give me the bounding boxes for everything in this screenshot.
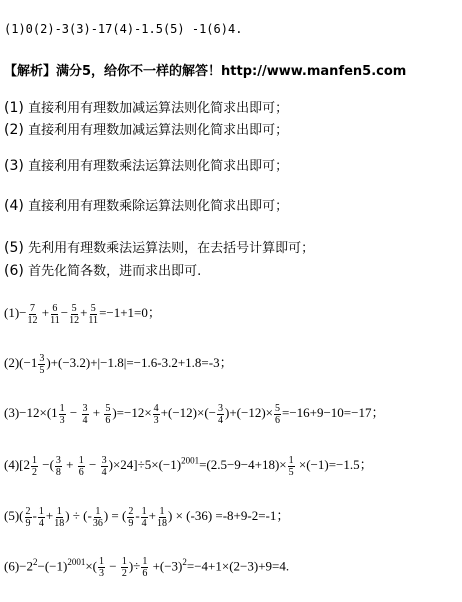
- math-text: 2001: [181, 455, 200, 466]
- fraction: [54, 506, 64, 529]
- math-text: +(−12)×(−: [160, 405, 216, 420]
- math-text: 4: [101, 466, 107, 478]
- math-text: ) = (: [103, 508, 127, 523]
- fraction: [38, 353, 45, 376]
- math-text: −: [60, 305, 69, 320]
- math-text: 先利用有理数乘法运算法则，在去括号计算即可；: [28, 241, 315, 256]
- math-text: 18: [157, 517, 167, 529]
- fraction: [274, 403, 281, 426]
- math-text: 4: [38, 517, 44, 529]
- math-text: ×(: [85, 558, 97, 574]
- math-text: (3): [4, 158, 24, 174]
- math-text: 1: [95, 505, 101, 517]
- fraction: [59, 403, 66, 426]
- math-text: 2: [32, 466, 37, 478]
- equation-4: [4, 454, 373, 478]
- math-text: 4: [82, 414, 88, 426]
- math-text: −(: [39, 457, 54, 472]
- fraction: [104, 403, 111, 426]
- math-text: ) ÷ (-: [65, 508, 92, 523]
- equation-5: [4, 505, 289, 529]
- math-text: 7: [30, 302, 35, 314]
- fraction: [25, 506, 32, 529]
- math-text: −: [66, 405, 81, 420]
- math-text: (1)−: [4, 305, 27, 320]
- fraction: [78, 455, 85, 478]
- step-3: [4, 155, 288, 174]
- math-text: 12: [69, 314, 80, 326]
- fraction: [153, 403, 160, 426]
- math-text: 直接利用有理数乘除运算法则化简求出即可；: [28, 199, 289, 214]
- step-2: [4, 119, 288, 138]
- fraction: [127, 506, 134, 529]
- math-text: −: [85, 457, 100, 472]
- math-text: 3: [101, 454, 107, 466]
- math-text: +: [89, 405, 104, 420]
- fraction: [217, 403, 224, 426]
- math-text: (4)[2: [4, 457, 30, 472]
- step-5: [4, 237, 314, 256]
- fraction: [82, 403, 89, 426]
- step-4: [4, 195, 288, 214]
- math-text: (4): [4, 198, 24, 214]
- math-text: 3: [55, 454, 61, 466]
- math-text: 5: [39, 364, 45, 376]
- math-text: (6): [4, 263, 24, 279]
- math-text: 直接利用有理数加减运算法则化简求出即可；: [28, 123, 289, 138]
- math-text: 2: [182, 557, 187, 568]
- math-text: 1: [121, 556, 127, 567]
- math-text: 1: [141, 505, 147, 517]
- math-text: =(2.5−9−4+18)×: [199, 457, 287, 472]
- math-text: 9: [128, 517, 134, 529]
- step-6: [4, 260, 201, 279]
- math-text: 1: [142, 556, 148, 567]
- math-text: 首先化简各数，进而求出即可.: [28, 264, 202, 279]
- math-text: 8: [55, 466, 61, 478]
- fraction: [157, 506, 167, 529]
- math-text: 6: [78, 466, 84, 478]
- math-text: (3)−12×(1: [4, 405, 58, 420]
- fraction: [88, 303, 98, 326]
- math-text: +(−3): [149, 558, 183, 574]
- math-text: 1: [32, 454, 37, 466]
- math-text: 1: [59, 402, 65, 414]
- math-text: 5: [105, 402, 111, 414]
- math-text: -: [32, 508, 37, 523]
- math-text: −: [106, 558, 120, 574]
- math-text: 12: [27, 314, 38, 326]
- math-text: -: [135, 508, 140, 523]
- equation-1: [4, 302, 161, 326]
- answer-line: (1)0(2)-3(3)-17(4)-1.5(5) -1(6)4.: [4, 22, 243, 36]
- fraction: [55, 455, 62, 478]
- math-text: 6: [274, 414, 280, 426]
- math-text: 1: [159, 505, 165, 517]
- math-text: (1): [4, 100, 24, 116]
- math-text: 3: [153, 414, 159, 426]
- fraction: [69, 303, 79, 326]
- fraction: [38, 506, 45, 529]
- fraction: [141, 556, 148, 579]
- math-text: ) × (-36) =-8+9-2=-1；: [168, 508, 290, 523]
- math-text: 4: [141, 517, 147, 529]
- math-text: 2001: [67, 557, 86, 568]
- fraction: [31, 455, 38, 478]
- math-text: +: [45, 508, 54, 523]
- math-text: =−16+9−10=−17；: [281, 405, 385, 420]
- step-1: [4, 97, 288, 116]
- math-text: 11: [50, 314, 60, 326]
- math-text: =−4+1×(2−3)+9=4.: [186, 558, 290, 574]
- math-text: 4: [218, 414, 223, 426]
- analysis-header: 【解析】满分5，给你不一样的解答！http://www.manfen5.com: [4, 64, 407, 79]
- math-text: ×(−1)=−1.5；: [295, 457, 373, 472]
- fraction: [288, 455, 295, 478]
- math-text: 9: [25, 517, 31, 529]
- math-text: (5): [4, 240, 24, 256]
- math-text: (2): [4, 122, 24, 138]
- math-text: 直接利用有理数加减运算法则化简求出即可；: [28, 101, 289, 116]
- math-text: 11: [88, 314, 99, 326]
- math-text: )=−12×: [112, 405, 152, 420]
- math-text: +: [62, 457, 77, 472]
- math-text: 3: [218, 402, 223, 414]
- math-text: 2: [33, 557, 38, 568]
- math-text: )÷: [128, 558, 141, 574]
- math-text: 6: [142, 568, 148, 579]
- equation-2: [4, 352, 233, 376]
- math-text: 3: [39, 352, 45, 364]
- math-text: 4: [153, 402, 159, 414]
- math-text: 18: [54, 517, 65, 529]
- math-text: 2: [128, 505, 134, 517]
- math-text: =−1+1=0；: [99, 305, 161, 320]
- math-text: )+(−3.2)+|−1.8|=−1.6-3.2+1.8=-3；: [46, 355, 233, 370]
- math-text: 6: [52, 302, 58, 314]
- fraction: [98, 556, 105, 579]
- math-text: +: [41, 305, 50, 320]
- fraction: [101, 455, 108, 478]
- math-text: 3: [59, 414, 65, 426]
- math-text: 2: [121, 568, 127, 579]
- math-text: +: [148, 508, 156, 523]
- math-text: 1: [99, 556, 104, 567]
- math-text: (6)−2: [4, 558, 33, 574]
- math-text: +: [80, 305, 88, 320]
- fraction: [121, 556, 128, 579]
- math-text: 直接利用有理数乘法运算法则化简求出即可；: [28, 159, 289, 174]
- fraction: [141, 506, 148, 529]
- math-text: 3: [82, 402, 88, 414]
- math-text: 2: [25, 505, 31, 517]
- equation-6: [4, 556, 289, 579]
- fraction: [28, 303, 38, 326]
- math-text: 3: [99, 568, 104, 579]
- math-text: (2)(−1: [4, 355, 38, 370]
- fraction: [93, 506, 103, 529]
- math-text: 36: [92, 517, 103, 529]
- math-text: (5)(: [4, 508, 24, 523]
- math-text: 1: [78, 454, 84, 466]
- math-text: )+(−12)×: [225, 405, 273, 420]
- math-text: 1: [288, 454, 294, 466]
- math-text: 5: [90, 302, 96, 314]
- math-text: 5: [274, 402, 280, 414]
- math-text: 6: [105, 414, 111, 426]
- math-text: 1: [38, 505, 44, 517]
- math-text: )×24]÷5×(−1): [108, 457, 182, 472]
- math-text: 5: [71, 302, 77, 314]
- math-text: 1: [56, 505, 62, 517]
- fraction: [50, 303, 60, 326]
- equation-3: [4, 402, 384, 426]
- math-text: 5: [288, 466, 294, 478]
- math-text: −(−1): [37, 558, 68, 574]
